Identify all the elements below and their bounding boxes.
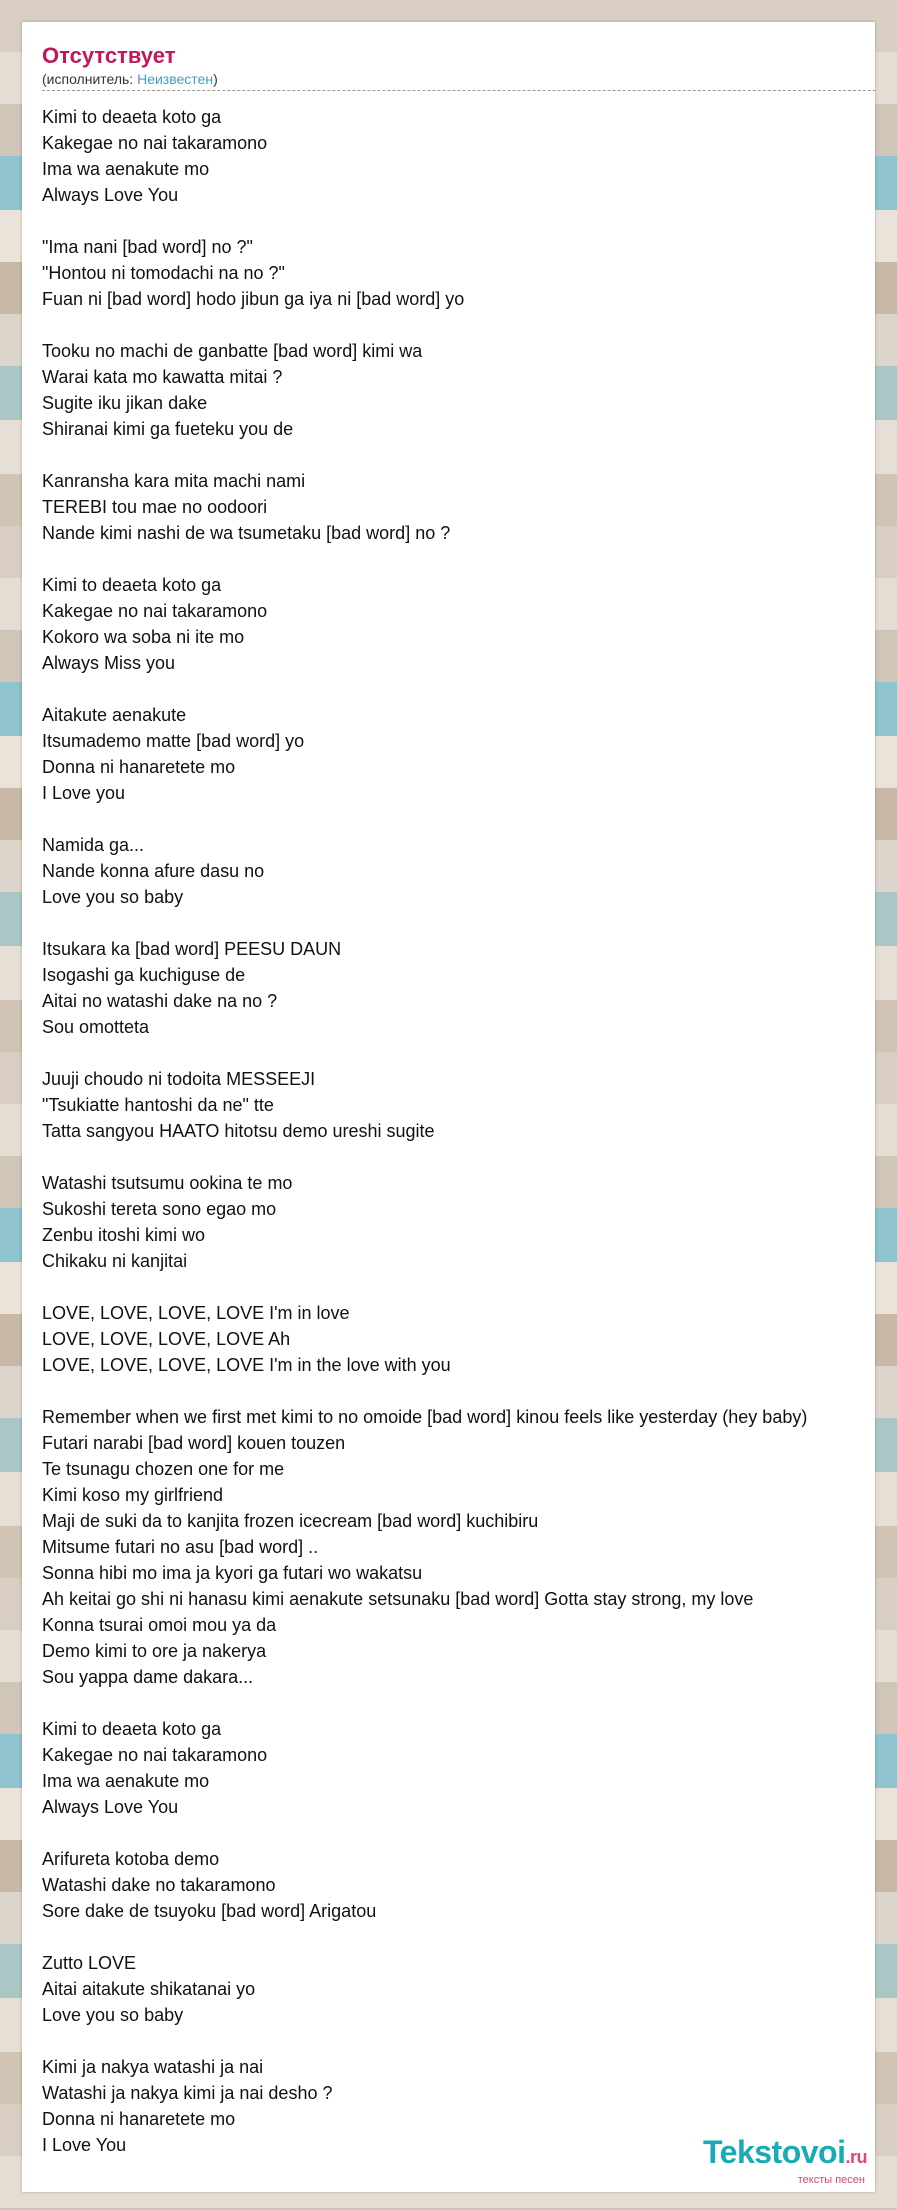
artist-prefix: (исполнитель:: [42, 71, 138, 87]
logo-tld: .ru: [845, 2147, 867, 2167]
site-logo[interactable]: [703, 2135, 867, 2186]
header-divider: [42, 90, 876, 91]
artist-suffix: ): [213, 71, 218, 87]
song-header: [42, 42, 876, 91]
lyrics-card: [22, 22, 875, 2192]
logo-name: Tekstovoi: [702, 2134, 846, 2170]
song-title: Отсутствует: [42, 43, 176, 68]
logo-tagline: тексты песен: [797, 2174, 865, 2186]
artist-link[interactable]: Неизвестен: [137, 71, 214, 87]
lyrics-text: Kimi to deaeta koto ga Kakegae no nai takaramono Ima wa aenakute mo Always Love You "Ima nani [bad word] no ?" "Hontou ni tomodachi na no ?" Fuan ni [bad word] hodo jibun ga iya ni [bad word] yo Tooku no machi de ganbatte [bad word] kimi wa Warai kata mo kawatta mitai ? Sugite iku jikan dake Shiranai kimi ga fueteku you de Kanransha kara mita machi nami TEREBI tou mae no oodoori Nande kimi nashi de wa tsumetaku [bad word] no ? Kimi to deaeta koto ga Kakegae no nai takaramono Kokoro wa soba ni ite mo Always Miss you Aitakute aenakute Itsumademo matte [bad word] yo Donna ni hanaretete mo I Love you Namida ga... Nande konna afure dasu no Love you so baby Itsukara ka [bad word] PEESU DAUN Isogashi ga kuchiguse de Aitai no watashi dake na no ? Sou omotteta Juuji choudo ni todoita MESSEEJI "Tsukiatte hantoshi da ne" tte Tatta sangyou HAATO hitotsu demo ureshi sugite Watashi tsutsumu ookina te mo Sukoshi tereta sono egao mo Zenbu itoshi kimi wo Chikaku ni kanjitai LOVE, LOVE, LOVE, LOVE I'm in love LOVE, LOVE, LOVE, LOVE Ah LOVE, LOVE, LOVE, LOVE I'm in the love with you Remember when we first met kimi to no omoide [bad word] kinou feels like yesterday (hey baby) Futari narabi [bad word] kouen touzen Te tsunagu chozen one for me Kimi koso my girlfriend Maji de suki da to kanjita frozen icecream [bad word] kuchibiru Mitsume futari no asu [bad word] .. Sonna hibi mo ima ja kyori ga futari wo wakatsu Ah keitai go shi ni hanasu kimi aenakute setsunaku [bad word] Gotta stay strong, my love Konna tsurai omoi mou ya da Demo kimi to ore ja nakerya Sou yappa dame dakara... Kimi to deaeta koto ga Kakegae no nai takaramono Ima wa aenakute mo Always Love You Arifureta kotoba demo Watashi dake no takaramono Sore dake de tsuyoku [bad word] Arigatou Zutto LOVE Aitai aitakute shikatanai yo Love you so baby Kimi ja nakya watashi ja nai Watashi ja nakya kimi ja nai desho ? Donna ni hanaretete mo I Love You: [42, 107, 808, 2155]
artist-line: [42, 70, 876, 88]
logo-wordmark: [703, 2135, 867, 2174]
